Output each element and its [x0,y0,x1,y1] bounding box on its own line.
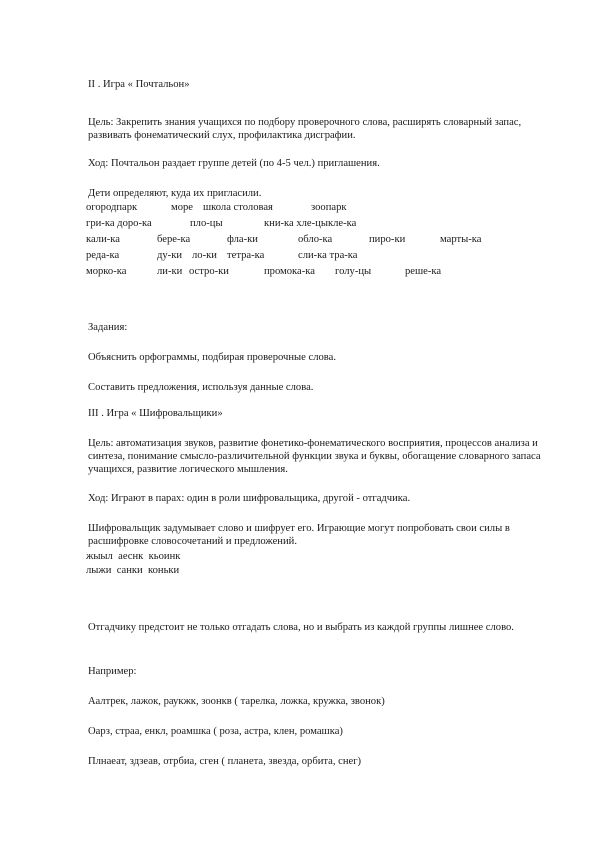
word-cell: ли-ки [157,266,183,277]
word-cell: пиро-ки [369,234,406,245]
section3-procedure: Ход: Играют в парах: один в роли шифровальщика, другой - отгадчика. [88,493,411,504]
decoded-example: лыжи санки коньки [86,565,180,576]
section3-goal: Цель: автоматизация звуков, развитие фонетико-фонематического восприятия, процессов анализа и синтеза, понимание смысло-различительной функции звука и буквы, обогащение словарного запаса учащихся, развитие логического мышления. [88,438,544,475]
word-cell: реда-ка [86,250,120,261]
section3-task: Отгадчику предстоит не только отгадать слова, но и выбрать из каждой группы лишнее слово. [88,622,514,633]
word-cell: марты-ка [440,234,482,245]
word-cell: пло-цы [190,218,223,229]
word-cell: ду-ки [157,250,183,261]
word-cell: кали-ка [86,234,120,245]
section3-heading: III . Игра « Шифровальщики» [88,408,223,419]
word-cell: остро-ки [189,266,229,277]
word-cell: голу-цы [335,266,372,277]
section3-description: Шифровальщик задумывает слово и шифрует его. Играющие могут попробовать свои силы в расшифровке словосочетаний и предложений. [88,523,513,547]
example-line: Аалтрек, лажок, раукжк, зоонкв ( тарелка, ложка, кружка, звонок) [88,696,385,707]
for-example-label: Например: [88,666,137,677]
word-cell: бере-ка [157,234,191,245]
word-cell: гри-ка доро-ка [86,218,152,229]
word-cell: море [171,202,193,213]
word-cell: фла-ки [227,234,258,245]
word-cell: сли-ка тра-ка [298,250,358,261]
word-cell: ло-ки [192,250,217,261]
task-item: Объяснить орфограммы, подбирая проверочные слова. [88,352,337,363]
word-cell: обло-ка [298,234,333,245]
word-cell: кни-ка хле-цыкле-ка [264,218,357,229]
example-line: Плнаеат, здзеав, отрбиа, сген ( планета, звезда, орбита, снег) [88,756,362,767]
word-cell: реше-ка [405,266,442,277]
section2-goal: Цель: Закрепить знания учащихся по подбору проверочного слова, расширять словарный запас, развивать фонематический слух, профилактика дисграфии. [88,117,524,141]
section2-intro: Дети определяют, куда их пригласили. [88,188,262,199]
word-cell: зоопарк [311,202,347,213]
word-cell: промока-ка [264,266,315,277]
section2-heading: II . Игра « Почтальон» [88,79,190,90]
example-line: Оарз, страа, енкл, роамшка ( роза, астра, клен, ромашка) [88,726,343,737]
word-cell: огородпарк [86,202,138,213]
word-cell: тетра-ка [227,250,265,261]
word-cell: школа столовая [203,202,273,213]
word-cell: морко-ка [86,266,127,277]
tasks-label: Задания: [88,322,128,333]
encoded-example: жыыл аеснк кьоинк [86,551,181,562]
section2-procedure: Ход: Почтальон раздает группе детей (по 4-5 чел.) приглашения. [88,158,380,169]
task-item: Составить предложения, используя данные слова. [88,382,314,393]
